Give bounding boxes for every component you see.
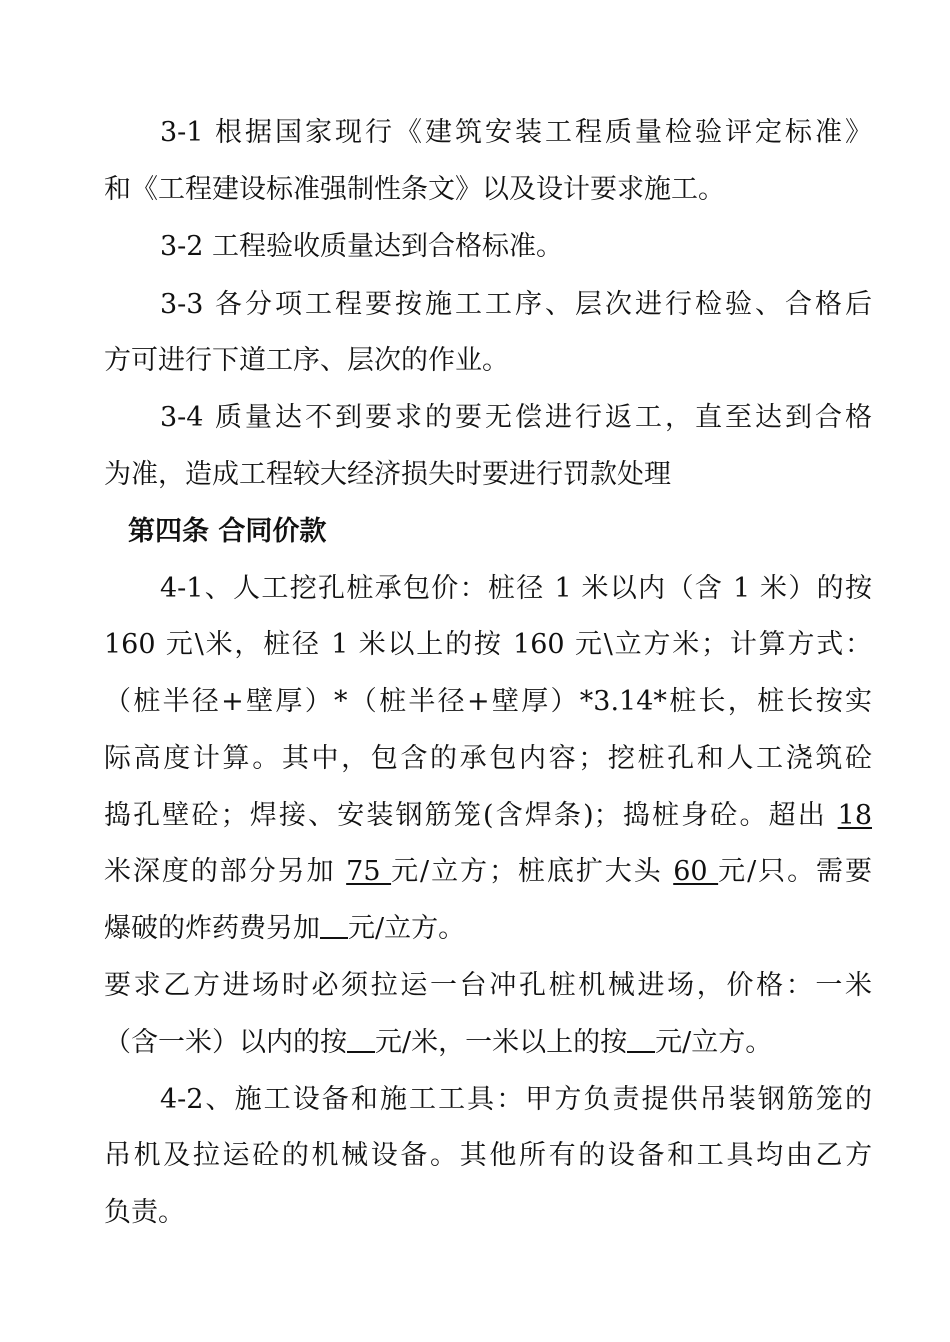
rig-requirement-line-2 <box>104 1023 872 1063</box>
clause-3-4-line-1: 3-4 质量达不到要求的要无偿进行返工，直至达到合格 <box>160 402 872 433</box>
clause-4-1-line-5-text: 捣孔壁砼；焊接、安装钢筋笼(含焊条)；捣桩身砼。超出 <box>104 800 838 831</box>
rig-requirement-text-b: 元/米，一米以上的按 <box>375 1027 628 1058</box>
clause-4-1-line-7-text-b: 元/立方。 <box>348 913 466 944</box>
clause-4-1-line-6-text-b: 元/立方；桩底扩大头 <box>391 856 674 887</box>
clause-4-1-line-4: 际高度计算。其中，包含的承包内容；挖桩孔和人工浇筑砼 <box>104 743 872 774</box>
depth-value: 18 <box>837 800 872 831</box>
clause-4-1-line-1: 4-1、人工挖孔桩承包价：桩径 1 米以内（含 1 米）的按 <box>160 573 872 604</box>
clause-4-2-line-3: 负责。 <box>104 1197 185 1228</box>
clause-3-1-line-1: 3-1 根据国家现行《建筑安装工程质量检验评定标准》 <box>160 117 872 148</box>
clause-4-1-line-7 <box>104 909 872 949</box>
blank-rig-price-per-cubic <box>627 1025 655 1053</box>
extra-depth-price: 75 <box>346 856 392 887</box>
clause-4-1-line-6-text-a: 米深度的部分另加 <box>104 856 347 887</box>
clause-4-2-line-1: 4-2、施工设备和施工工具：甲方负责提供吊装钢筋笼的 <box>160 1084 872 1115</box>
rig-requirement-line-1: 要求乙方进场时必须拉运一台冲孔桩机械进场，价格：一米 <box>104 970 872 1001</box>
clause-4-1-line-6-text-c: 元/只。需要 <box>718 856 872 887</box>
clause-4-1-line-5 <box>104 796 872 836</box>
clause-4-1-line-2: 160 元\米，桩径 1 米以上的按 160 元\立方米；计算方式： <box>104 629 872 660</box>
clause-3-3-line-1: 3-3 各分项工程要按施工工序、层次进行检验、合格后 <box>160 289 872 320</box>
clause-3-4-line-2: 为准，造成工程较大经济损失时要进行罚款处理 <box>104 459 671 490</box>
clause-4-1-line-7-text-a: 爆破的炸药费另加 <box>104 913 320 944</box>
blank-explosive-fee <box>320 911 348 939</box>
rig-requirement-text-c: 元/立方。 <box>655 1027 773 1058</box>
clause-3-3-line-2: 方可进行下道工序、层次的作业。 <box>104 345 509 376</box>
enlarged-head-price: 60 <box>673 856 719 887</box>
clause-4-1-line-3: （桩半径+壁厚）*（桩半径+壁厚）*3.14*桩长，桩长按实 <box>104 686 872 717</box>
blank-rig-price-per-meter <box>347 1025 375 1053</box>
rig-requirement-text-a: （含一米）以内的按 <box>104 1027 347 1058</box>
clause-4-1-line-6 <box>104 852 872 892</box>
clause-3-2-line-1: 3-2 工程验收质量达到合格标准。 <box>160 231 564 262</box>
clause-3-1-line-2: 和《工程建设标准强制性条文》以及设计要求施工。 <box>104 174 725 205</box>
section-heading-article-4: 第四条 合同价款 <box>128 516 327 547</box>
clause-4-2-line-2: 吊机及拉运砼的机械设备。其他所有的设备和工具均由乙方 <box>104 1140 872 1171</box>
